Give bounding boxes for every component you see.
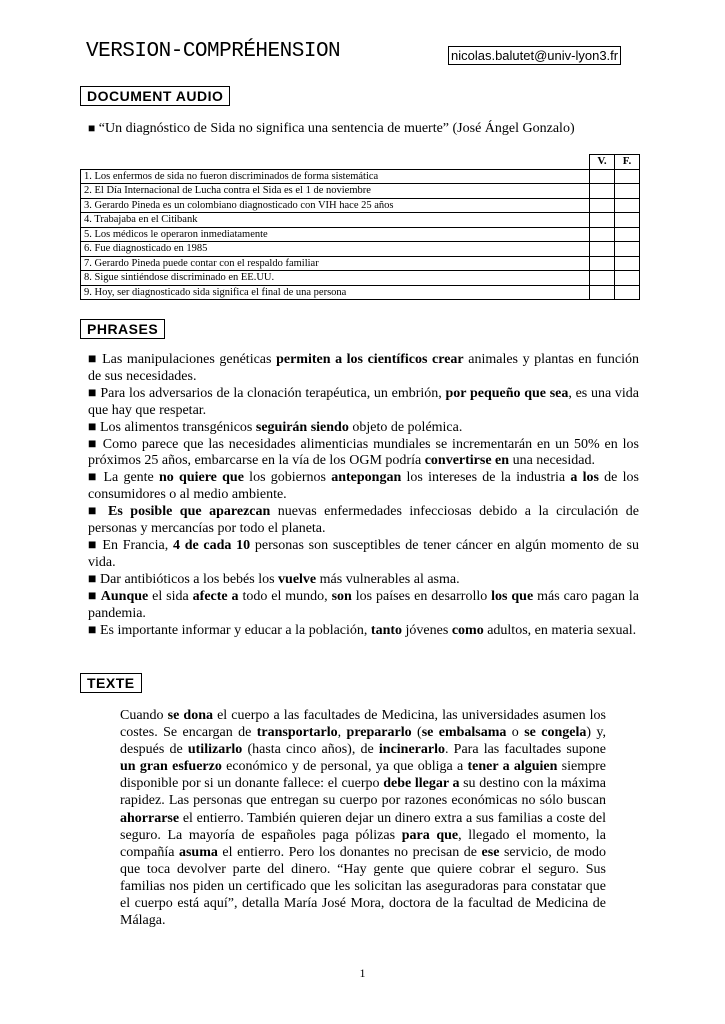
- phrase-text: jóvenes: [402, 622, 452, 638]
- phrase-text: el sida: [148, 588, 193, 604]
- answer-cell-v[interactable]: [590, 271, 615, 286]
- answer-cell-v[interactable]: [590, 169, 615, 184]
- texte-text: ) y, después de: [120, 725, 606, 758]
- phrases-list: [88, 352, 639, 639]
- phrase-text: ■ Dar antibióticos a los bebés los: [88, 571, 279, 587]
- phrase-item: [88, 420, 639, 437]
- phrase-text: ■ Las manipulaciones genéticas: [88, 352, 277, 367]
- answer-cell-f[interactable]: [615, 285, 640, 300]
- texte-text: ,: [337, 725, 347, 741]
- texte-paragraph: [120, 707, 606, 929]
- phrase-item: [88, 572, 639, 589]
- section-label-texte: TEXTE: [80, 673, 142, 693]
- phrase-text: ■: [88, 588, 101, 604]
- answer-cell-v[interactable]: [590, 242, 615, 257]
- phrase-item: [88, 352, 639, 386]
- phrase-text: una necesidad.: [509, 453, 595, 469]
- texte-text: o: [506, 725, 525, 741]
- phrase-text: ■ En Francia,: [88, 537, 173, 553]
- statement-cell: 8. Sigue sintiéndose discriminado en EE.UU.: [81, 271, 590, 286]
- phrase-highlight: vuelve: [278, 571, 317, 587]
- column-header-v: V.: [590, 155, 615, 170]
- answer-cell-f[interactable]: [615, 213, 640, 228]
- texte-text: servicio, de modo que toca devolver parte del dinero. “Hay gente que quiere cobrar el seguro. Sus familias nos piden un certificado que les solicitan las aseguradoras para constatar que el cuerpo está aquí”, detalla María José Mora, doctora de la facultad de Medicina de Málaga.: [120, 844, 606, 929]
- table-header-blank: [81, 155, 590, 170]
- phrase-item: [88, 470, 639, 504]
- section-label-phrases: PHRASES: [80, 319, 165, 339]
- page-number: 1: [359, 966, 366, 980]
- texte-text: el entierro. También quieren dejar un dinero extra a sus familias a coste del seguro. La mayoría de españoles paga pólizas: [120, 810, 606, 843]
- texte-highlight: ese: [481, 844, 500, 860]
- document-title: VERSION-COMPRÉHENSION: [86, 40, 341, 63]
- table-row: [81, 227, 640, 242]
- texte-highlight: se embalsama: [421, 725, 507, 741]
- statement-cell: 6. Fue diagnosticado en 1985: [81, 242, 590, 257]
- answer-cell-f[interactable]: [615, 169, 640, 184]
- phrase-text: los gobiernos: [243, 470, 332, 486]
- phrase-text: animales y plantas en función de sus necesidades.: [88, 352, 639, 384]
- table-row: [81, 184, 640, 199]
- texte-highlight: se congela: [524, 725, 587, 741]
- phrase-text: ■ La gente: [88, 470, 160, 486]
- statement-cell: 1. Los enfermos de sida no fueron discriminados de forma sistemática: [81, 169, 590, 184]
- phrase-text: ■ Para los adversarios de la clonación terapéutica, un embrión,: [88, 385, 446, 401]
- bullet-icon: ■: [88, 121, 96, 135]
- table-row: [81, 242, 640, 257]
- phrase-highlight: convertirse en: [424, 453, 510, 469]
- phrase-item: [88, 589, 639, 623]
- phrase-text: ■: [88, 504, 108, 520]
- table-row: [81, 285, 640, 300]
- statement-cell: 7. Gerardo Pineda puede contar con el respaldo familiar: [81, 256, 590, 271]
- table-row: [81, 213, 640, 228]
- audio-quote: [88, 121, 575, 137]
- texte-highlight: se dona: [167, 708, 213, 723]
- table-row: [81, 198, 640, 213]
- phrase-text: objeto de polémica.: [348, 419, 463, 435]
- phrase-highlight: permiten a los científicos crear: [276, 352, 464, 367]
- phrase-text: los países en desarrollo: [351, 588, 492, 604]
- phrase-highlight: como: [451, 622, 484, 638]
- phrase-text: los intereses de la industria: [401, 470, 571, 486]
- texte-text: , llegado el momento, la compañía: [120, 827, 606, 860]
- phrase-item: [88, 437, 639, 471]
- answer-cell-v[interactable]: [590, 184, 615, 199]
- texte-text: siempre disponible por si un donante fallece: el cuerpo: [120, 759, 606, 792]
- texte-highlight: para que: [401, 827, 459, 843]
- answer-cell-v[interactable]: [590, 227, 615, 242]
- texte-text: su destino con la máxima rapidez. Las personas que entregan su cuerpo por razones económicas no sólo buscan: [120, 776, 606, 809]
- answer-cell-v[interactable]: [590, 198, 615, 213]
- phrase-highlight: a los: [570, 470, 599, 486]
- phrase-item: [88, 504, 639, 538]
- phrase-text: adultos, en materia sexual.: [483, 622, 637, 638]
- texte-text: . Para las facultades supone: [445, 742, 606, 758]
- answer-cell-v[interactable]: [590, 213, 615, 228]
- phrase-text: ■ Es importante informar y educar a la población,: [88, 622, 371, 638]
- answer-cell-f[interactable]: [615, 198, 640, 213]
- answer-cell-f[interactable]: [615, 256, 640, 271]
- phrase-highlight: tanto: [370, 622, 403, 638]
- statement-cell: 2. El Día Internacional de Lucha contra el Sida es el 1 de noviembre: [81, 184, 590, 199]
- statement-cell: 5. Los médicos le operaron inmediatamente: [81, 227, 590, 242]
- answer-cell-f[interactable]: [615, 184, 640, 199]
- answer-cell-v[interactable]: [590, 256, 615, 271]
- texte-text: económico y de personal, ya que obliga a: [221, 759, 468, 775]
- section-label-audio: DOCUMENT AUDIO: [80, 86, 230, 106]
- phrase-highlight: afecte a: [192, 588, 239, 604]
- phrase-text: más vulnerables al asma.: [316, 571, 460, 587]
- phrase-item: [88, 538, 639, 572]
- phrase-highlight: son: [331, 588, 352, 604]
- phrase-highlight: los que: [491, 588, 534, 604]
- phrase-text: nuevas enfermedades infecciosas debido a la circulación de personas y mercancías por todo el planeta.: [88, 504, 639, 537]
- audio-quote-text: “Un diagnóstico de Sida no significa una sentencia de muerte” (José Ángel Gonzalo): [98, 121, 575, 136]
- texte-text: Cuando: [120, 708, 168, 723]
- texte-highlight: ahorrarse: [120, 810, 180, 826]
- phrase-text: , es una vida que hay que respetar.: [88, 385, 639, 418]
- texte-text: el cuerpo a las facultades de Medicina, las universidades asumen los costes. Se encargan de: [120, 708, 607, 741]
- table-header-row: [81, 155, 640, 170]
- answer-cell-f[interactable]: [615, 227, 640, 242]
- texte-highlight: asuma: [178, 844, 218, 860]
- phrase-item: [88, 386, 639, 420]
- answer-cell-f[interactable]: [615, 271, 640, 286]
- phrase-text: más caro pagan la pandemia.: [88, 588, 640, 621]
- phrase-highlight: por pequeño que sea: [445, 385, 569, 401]
- texte-highlight: un gran esfuerzo: [120, 759, 222, 775]
- texte-highlight: tener a alguien: [467, 759, 558, 775]
- answer-cell-v[interactable]: [590, 285, 615, 300]
- statement-cell: 4. Trabajaba en el Citibank: [81, 213, 590, 228]
- statement-cell: 3. Gerardo Pineda es un colombiano diagnosticado con VIH hace 25 años: [81, 198, 590, 213]
- phrase-text: ■ Como parece que las necesidades alimenticias mundiales se incrementarán en un 50% en los próximos 25 años, embarcarse en la vía de los OGM podría: [88, 436, 639, 469]
- phrase-highlight: Es posible que aparezcan: [107, 504, 271, 520]
- true-false-table: [80, 154, 640, 300]
- texte-highlight: prepararlo: [346, 725, 412, 741]
- phrase-highlight: antepongan: [331, 470, 402, 486]
- phrase-text: ■ Los alimentos transgénicos: [88, 419, 256, 435]
- phrase-highlight: seguirán siendo: [255, 419, 349, 435]
- phrase-text: de los consumidores o al medio ambiente.: [88, 470, 639, 503]
- phrase-highlight: Aunque: [100, 588, 149, 604]
- texte-highlight: incinerarlo: [378, 742, 445, 758]
- phrase-text: personas son susceptibles de tener cáncer en algún momento de su vida.: [88, 537, 639, 570]
- texte-text: (: [411, 725, 422, 741]
- phrase-text: todo el mundo,: [238, 588, 332, 604]
- column-header-f: F.: [615, 155, 640, 170]
- answer-cell-f[interactable]: [615, 242, 640, 257]
- table-row: [81, 271, 640, 286]
- phrase-highlight: no quiere que: [159, 470, 244, 486]
- texte-highlight: transportarlo: [256, 725, 338, 741]
- texte-highlight: debe llegar a: [383, 776, 460, 792]
- phrase-item: [88, 623, 639, 640]
- phrase-highlight: 4 de cada 10: [172, 537, 251, 553]
- table-row: [81, 256, 640, 271]
- table-row: [81, 169, 640, 184]
- author-email: nicolas.balutet@univ-lyon3.fr: [448, 46, 621, 65]
- texte-text: (hasta cinco años), de: [242, 742, 379, 758]
- texte-highlight: utilizarlo: [187, 742, 243, 758]
- texte-text: el entierro. Pero los donantes no precisan de: [217, 844, 482, 860]
- statement-cell: 9. Hoy, ser diagnosticado sida significa el final de una persona: [81, 285, 590, 300]
